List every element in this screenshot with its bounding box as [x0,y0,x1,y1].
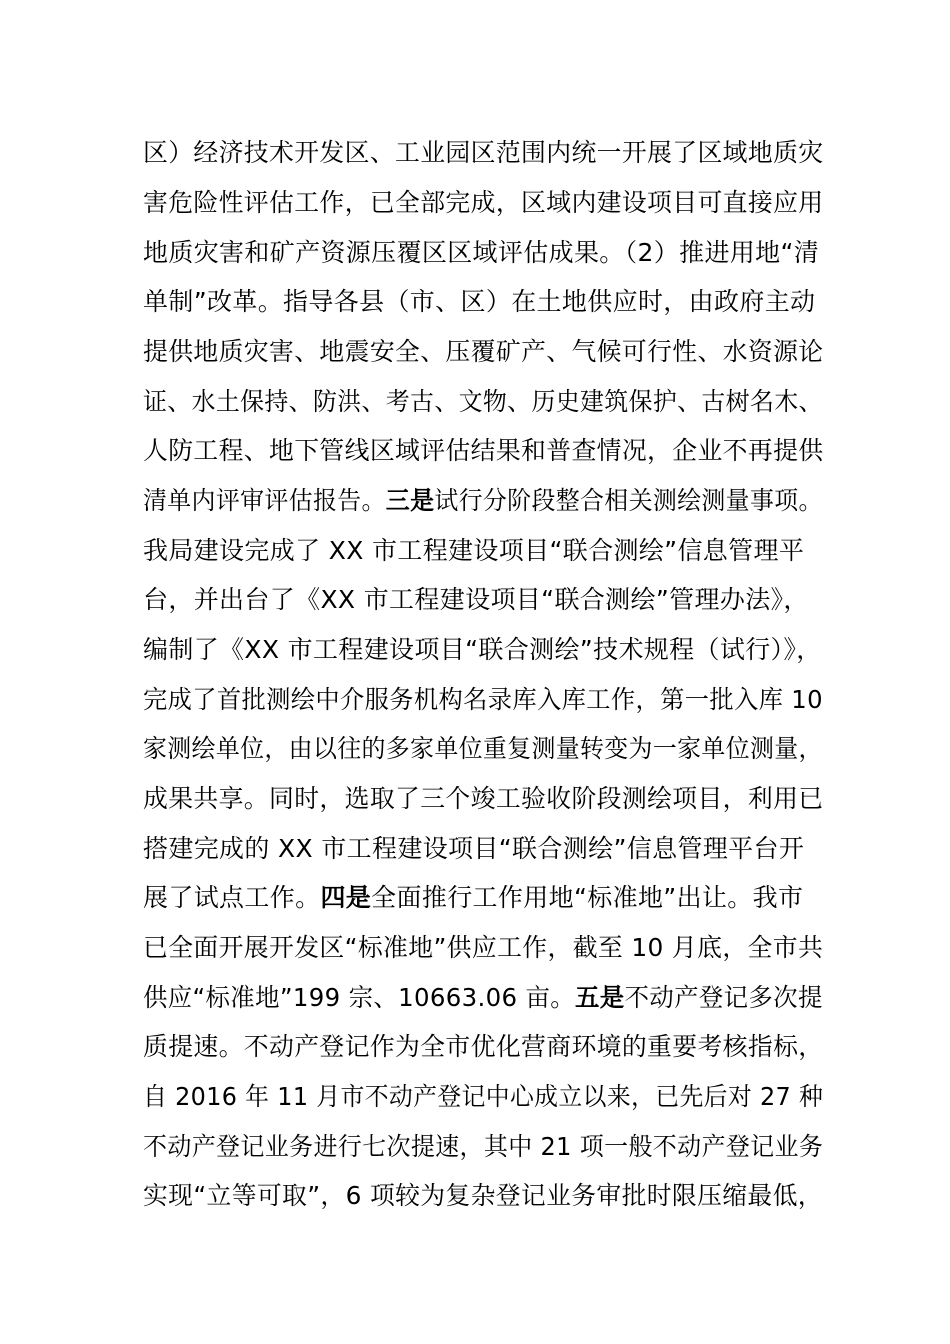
text-line: 搭建完成的 XX 市工程建设项目“联合测绘”信息管理平台开 [143,834,805,863]
text-line [143,873,803,923]
text-line: 证、水土保持、防洪、考古、文物、历史建筑保护、古树名木、 [143,387,823,416]
text-line: 害危险性评估工作，已全部完成，区域内建设项目可直接应用 [143,188,824,217]
text-segment: 供应“标准地”199 宗、10663.06 亩。 [143,983,576,1012]
text-line: 成果共享。同时，选取了三个竣工验收阶段测绘项目，利用已 [143,784,824,813]
bold-marker: 三是 [385,486,435,515]
bold-marker: 五是 [575,983,625,1012]
text-line: 我局建设完成了 XX 市工程建设项目“联合测绘”信息管理平 [143,536,805,565]
text-line: 不动产登记业务进行七次提速，其中 21 项一般不动产登记业务 [143,1132,824,1161]
text-line: 质提速。不动产登记作为全市优化营商环境的重要考核指标， [143,1032,824,1061]
bold-marker: 四是 [320,883,372,912]
text-line: 完成了首批测绘中介服务机构名录库入库工作，第一批入库 10 [143,685,823,714]
text-line: 地质灾害和矿产资源压覆区区域评估成果。（2）推进用地“清 [143,238,820,267]
text-segment: 全面推行工作用地“标准地”出让。我市 [371,883,804,912]
text-line: 实现“立等可取”，6 项较为复杂登记业务审批时限压缩最低， [143,1181,823,1210]
text-line: 台，并出台了《XX 市工程建设项目“联合测绘”管理办法》， [143,585,809,614]
text-segment: 不动产登记多次提 [624,983,823,1012]
text-segment: 展了试点工作。 [143,883,321,912]
text-line: 提供地质灾害、地震安全、压覆矿产、气候可行性、水资源论 [143,337,824,366]
text-line: 单制”改革。指导各县（市、区）在土地供应时，由政府主动 [143,287,816,316]
text-line: 区）经济技术开发区、工业园区范围内统一开展了区域地质灾 [143,138,824,167]
text-line: 自 2016 年 11 月市不动产登记中心成立以来，已先后对 27 种 [143,1082,824,1111]
text-line: 已全面开展开发区“标准地”供应工作，截至 10 月底，全市共 [143,933,824,962]
text-segment: 清单内评审评估报告。 [143,486,386,515]
text-line: 编制了《XX 市工程建设项目“联合测绘”技术规程（试行）》， [143,635,822,664]
text-line: 家测绘单位，由以往的多家单位重复测量转变为一家单位测量， [143,734,823,763]
text-line [143,973,823,1023]
text-segment: 试行分阶段整合相关测绘测量事项。 [434,486,823,515]
text-line [143,476,823,526]
text-line: 人防工程、地下管线区域评估结果和普查情况，企业不再提供 [143,436,824,465]
